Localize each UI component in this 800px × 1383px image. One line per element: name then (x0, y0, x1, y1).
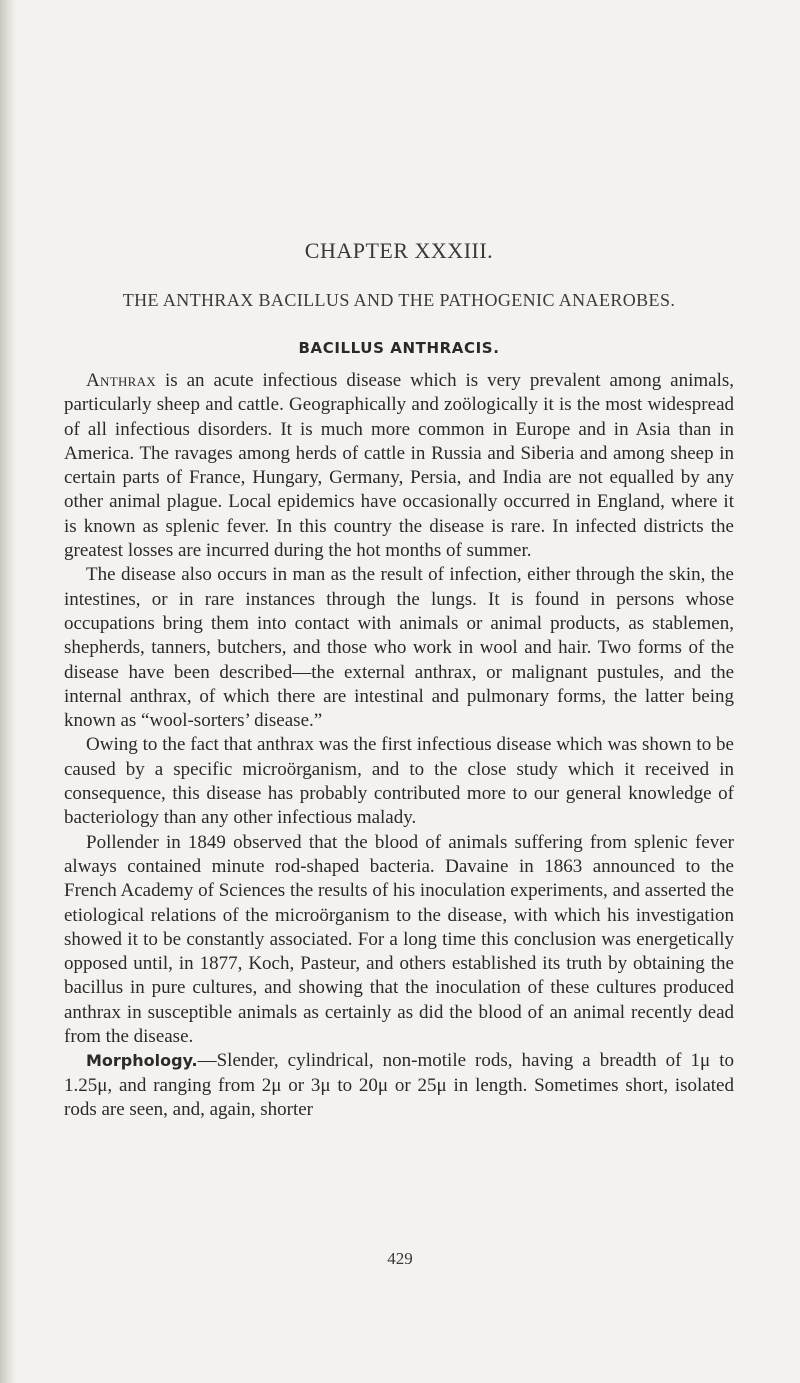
page-edge-shadow (0, 0, 16, 1383)
page-content (64, 238, 734, 1122)
morphology-heading: Morphology. (86, 1051, 198, 1071)
paragraph-history: Pollender in 1849 observed that the blood of animals suffering from splenic fever always contained minute rod-shaped bacteria. Davaine in 1863 announced to the French Academy of Sciences the results of his inoculation experiments, and asserted the etiological relations of the microörganism to the disease, with which his investigation showed it to be constantly associated. For a long time this conclusion was energetically opposed until, in 1877, Koch, Pasteur, and others established its truth by obtaining the bacillus in pure cultures, and showing that the inoculation of these cultures produced anthrax in susceptible animals as certainly as did the blood of an animal recently dead from the disease. (64, 831, 734, 1048)
paragraph-text: —Slender, cylindrical, non-motile rods, having a breadth of 1μ to 1.25μ, and ranging from 2μ or 3μ to 20μ or 25μ in length. Sometimes short, isolated rods are seen, and, again, shorter (64, 1050, 734, 1120)
paragraph-anthrax-intro (64, 369, 734, 563)
section-heading: BACILLUS ANTHRACIS. (298, 339, 500, 357)
chapter-heading: CHAPTER XXXIII. (304, 238, 494, 263)
paragraph-first-disease: Owing to the fact that anthrax was the first infectious disease which was shown to be caused by a specific microörganism, and to the close study which it received in consequence, this disease has probably contributed more to our general knowledge of bacteriology than any other infectious malady. (64, 734, 734, 829)
chapter-title: THE ANTHRAX BACILLUS AND THE PATHOGENIC ANAEROBES. (122, 290, 676, 310)
paragraph-morphology (64, 1049, 734, 1122)
lead-word: Anthrax (86, 370, 156, 391)
paragraph-text: is an acute infectious disease which is very prevalent among animals, particularly sheep and cattle. Geographically and zoölogically it is the most widespread of all infectious disorders. It is much more common in Europe and in Asia than in America. The ravages among herds of cattle in Russia and Siberia and among sheep in certain parts of France, Hungary, Germany, Persia, and India are not equalled by any other animal plague. Local epidemics have occasionally occurred in England, where it is known as splenic fever. In this country the disease is rare. In infected districts the greatest losses are incurred during the hot months of summer. (64, 370, 734, 562)
paragraph-human-infection: The disease also occurs in man as the result of infection, either through the skin, the intestines, or in rare instances through the lungs. It is found in persons whose occupations bring them into contact with animals or animal products, as stablemen, shepherds, tanners, butchers, and those who work in wool and hair. Two forms of the disease have been described—the external anthrax, or malignant pustules, and the internal anthrax, of which there are intestinal and pulmonary forms, the latter being known as “wool-sorters’ disease.” (64, 564, 734, 732)
page-number: 429 (387, 1249, 413, 1268)
